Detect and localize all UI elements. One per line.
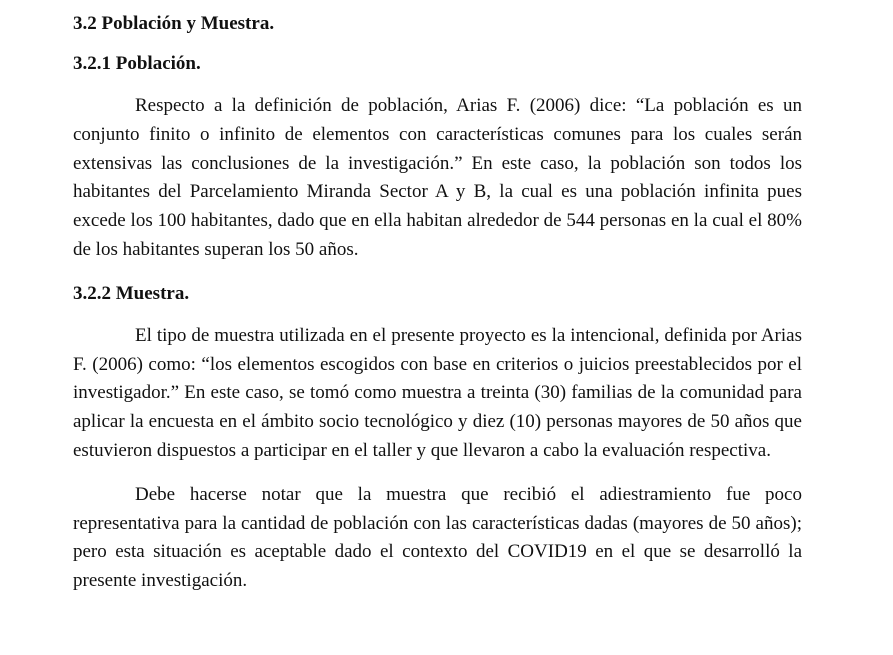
muestra-paragraph-1: El tipo de muestra utilizada en el presente proyecto es la intencional, definida por Arias F. (2006) como: “los elementos escogidos con base en criterios o juicios preestablecidos por el investigador.” En este caso, se tomó como muestra a treinta (30) familias de la comunidad para aplicar la encuesta en el ámbito socio tecnológico y diez (10) personas mayores de 50 años que estuvieron dispuestos a participar en el taller y que llevaron a cabo la evaluación respectiva. [73, 324, 802, 461]
muestra-paragraph-2: Debe hacerse notar que la muestra que recibió el adiestramiento fue poco representativa para la cantidad de población con las características dadas (mayores de 50 años); pero esta situación es aceptable dado el contexto del COVID19 en el que se desarrolló la presente investigación. [73, 483, 802, 592]
muestra-heading: 3.2.2 Muestra. [73, 282, 190, 304]
poblacion-heading: 3.2.1 Población. [73, 53, 201, 74]
poblacion-paragraph: Respecto a la definición de población, Arias F. (2006) dice: “La población es un conjunto finito o infinito de elementos con características comunes para los cuales serán extensivas las conclusiones de la investigación.” En este caso, la población son todos los habitantes del Parcelamiento Miranda Sector A y B, la cual es una población infinita pues excede los 100 habitantes, dado que en ella habitan alrededor de 544 personas en la cual el 80% de los habitantes superan los 50 años. [73, 95, 802, 260]
document-page [73, 10, 802, 596]
section-title: 3.2 Población y Muestra. [73, 13, 275, 34]
